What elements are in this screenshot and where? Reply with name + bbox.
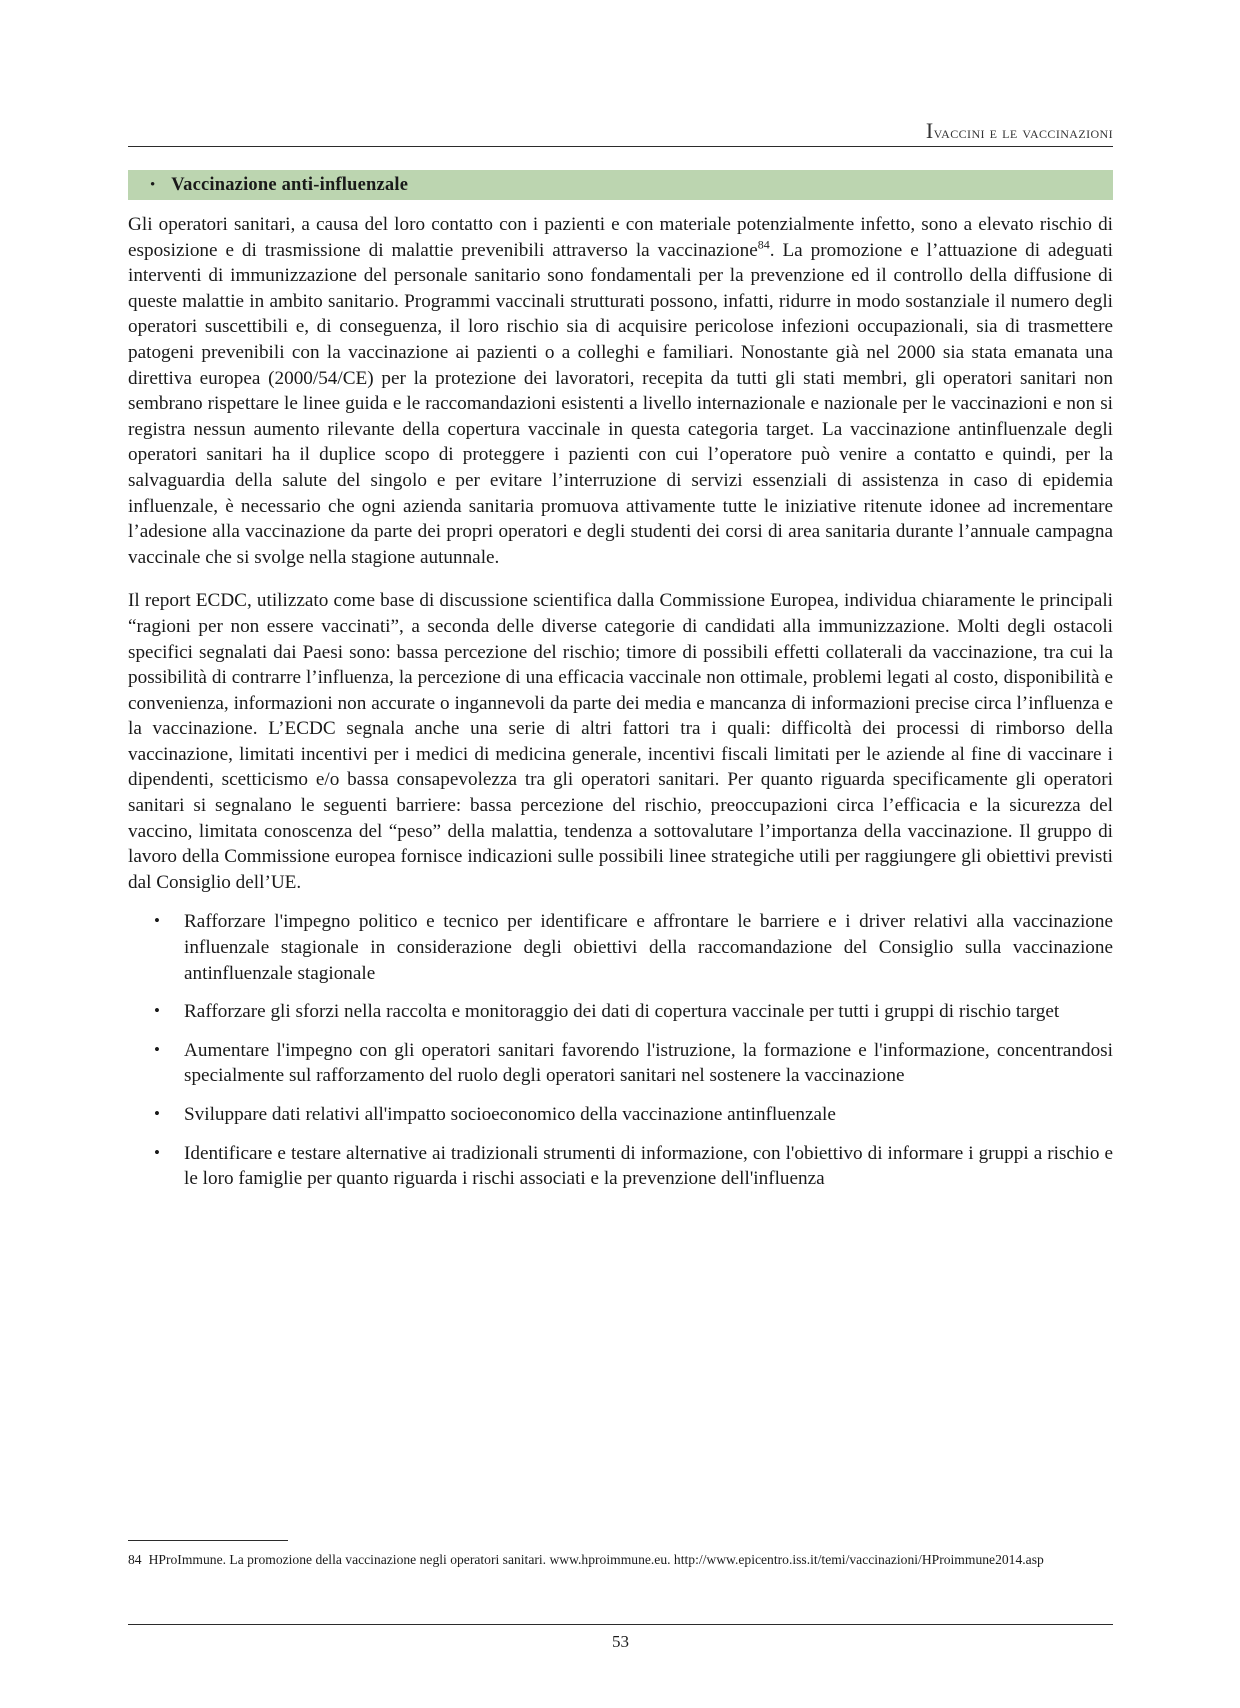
running-header-text: vaccini e le vaccinazioni: [933, 122, 1113, 142]
strategy-bullet-list: [128, 909, 1113, 1191]
footnote-number: 84: [128, 1552, 142, 1567]
section-title: Vaccinazione anti-influenzale: [171, 174, 409, 195]
section-heading-bar: [128, 170, 1113, 200]
list-item: • Rafforzare l'impegno politico e tecnico per identificare e affrontare le barriere e i driver relativi alla vaccinazione influenzale stagionale in considerazione degli obiettivi della raccomandazione del Consiglio sulla vaccinazione antinfluenzale stagionale: [128, 909, 1113, 986]
footnote-marker-84: 84: [757, 237, 770, 252]
paragraph-1: [128, 212, 1113, 570]
section-bullet-icon: •: [150, 176, 156, 193]
paragraph-2: Il report ECDC, utilizzato come base di discussione scientifica dalla Commissione Europea, individua chiaramente le principali “ragioni per non essere vaccinati”, a seconda delle diverse categorie di candidati alla immunizzazione. Molti degli ostacoli specifici segnalati dai Paesi sono: bassa percezione del rischio; timore di possibili effetti collaterali da vaccinazione, tra cui la possibilità di contrarre l’influenza, la percezione di una efficacia vaccinale non ottimale, problemi legati al costo, disponibilità e convenienza, informazioni non accurate o ingannevoli da parte dei media e mancanza di informazioni precise circa l’influenza e la vaccinazione. L’ECDC segnala anche una serie di altri fattori tra i quali: difficoltà dei processi di rimborso della vaccinazione, limitati incentivi per i medici di medicina generale, incentivi fiscali limitati per le aziende al fine di vaccinare i dipendenti, scetticismo e/o bassa consapevolezza tra gli operatori sanitari. Per quanto riguarda specificamente gli operatori sanitari si segnalano le seguenti barriere: bassa percezione del rischio, preoccupazioni circa l’efficacia e la sicurezza del vaccino, limitata conoscenza del “peso” della malattia, tendenza a sottovalutare l’importanza della vaccinazione. Il gruppo di lavoro della Commissione europea fornisce indicazioni sulle possibili linee strategiche utili per raggiungere gli obiettivi previsti dal Consiglio dell’UE.: [128, 590, 1113, 893]
header-divider: [128, 146, 1113, 147]
list-item: • Rafforzare gli sforzi nella raccolta e monitoraggio dei dati di copertura vaccinale per tutti i gruppi di rischio target: [128, 999, 1113, 1025]
paragraph-1-part-a: Gli operatori sanitari, a causa del loro contatto con i pazienti e con materiale potenzialmente infetto, sono a elevato rischio di esposizione e di trasmissione di malattie prevenibili attraverso la vaccinazione: [128, 214, 1113, 261]
list-item: • Sviluppare dati relativi all'impatto socioeconomico della vaccinazione antinfluenzale: [128, 1102, 1113, 1128]
footnote: [128, 1550, 1113, 1569]
paragraph-1-part-b: . La promozione e l’attuazione di adeguati interventi di immunizzazione del personale sanitario sono fondamentali per la prevenzione ed il controllo della diffusione di queste malattie in ambito sanitario. Programmi vaccinali strutturati possono, infatti, ridurre in modo sostanziale il numero degli operatori suscettibili e, di conseguenza, il loro rischio sia di acquisire pericolose infezioni occupazionali, sia di trasmettere patogeni prevenibili con la vaccinazione ai pazienti o a colleghi e familiari. Nonostante già nel 2000 sia stata emanata una direttiva europea (2000/54/CE) per la protezione dei lavoratori, recepita da tutti gli stati membri, gli operatori sanitari non sembrano rispettare le linee guida e le raccomandazioni esistenti a livello internazionale e nazionale per le vaccinazioni e non si registra nessun aumento rilevante della copertura vaccinale in questa categoria target. La vaccinazione antinfluenzale degli operatori sanitari ha il duplice scopo di proteggere i pazienti con cui l’operatore può venire a contatto e quindi, per la salvaguardia della salute del singolo e per evitare l’interruzione di servizi essenziali di assistenza in caso di epidemia influenzale, è necessario che ogni azienda sanitaria promuova attivamente tutte le iniziative ritenute idonee ad incrementare l’adesione alla vaccinazione da parte dei propri operatori e degli studenti dei corsi di area sanitaria durante l’annuale campagna vaccinale che si svolge nella stagione autunnale.: [128, 239, 1113, 568]
footnote-divider: [128, 1540, 288, 1541]
running-header: [128, 118, 1113, 144]
footnote-text: HProImmune. La promozione della vaccinazione negli operatori sanitari. www.hproimmune.eu. http://www.epicentro.iss.it/temi/vaccinazioni/HProimmune2014.asp: [148, 1552, 1044, 1567]
page-number: 53: [612, 1632, 629, 1651]
footer-divider: [128, 1624, 1113, 1625]
list-item: • Identificare e testare alternative ai tradizionali strumenti di informazione, con l'obiettivo di informare i gruppi a rischio e le loro famiglie per quanto riguarda i rischi associati e la prevenzione dell'influenza: [128, 1141, 1113, 1192]
list-item: • Aumentare l'impegno con gli operatori sanitari favorendo l'istruzione, la formazione e l'informazione, concentrandosi specialmente sul rafforzamento del ruolo degli operatori sanitari nel sostenere la vaccinazione: [128, 1038, 1113, 1089]
page-content: [128, 170, 1113, 1205]
running-header-initial: I: [925, 118, 934, 143]
